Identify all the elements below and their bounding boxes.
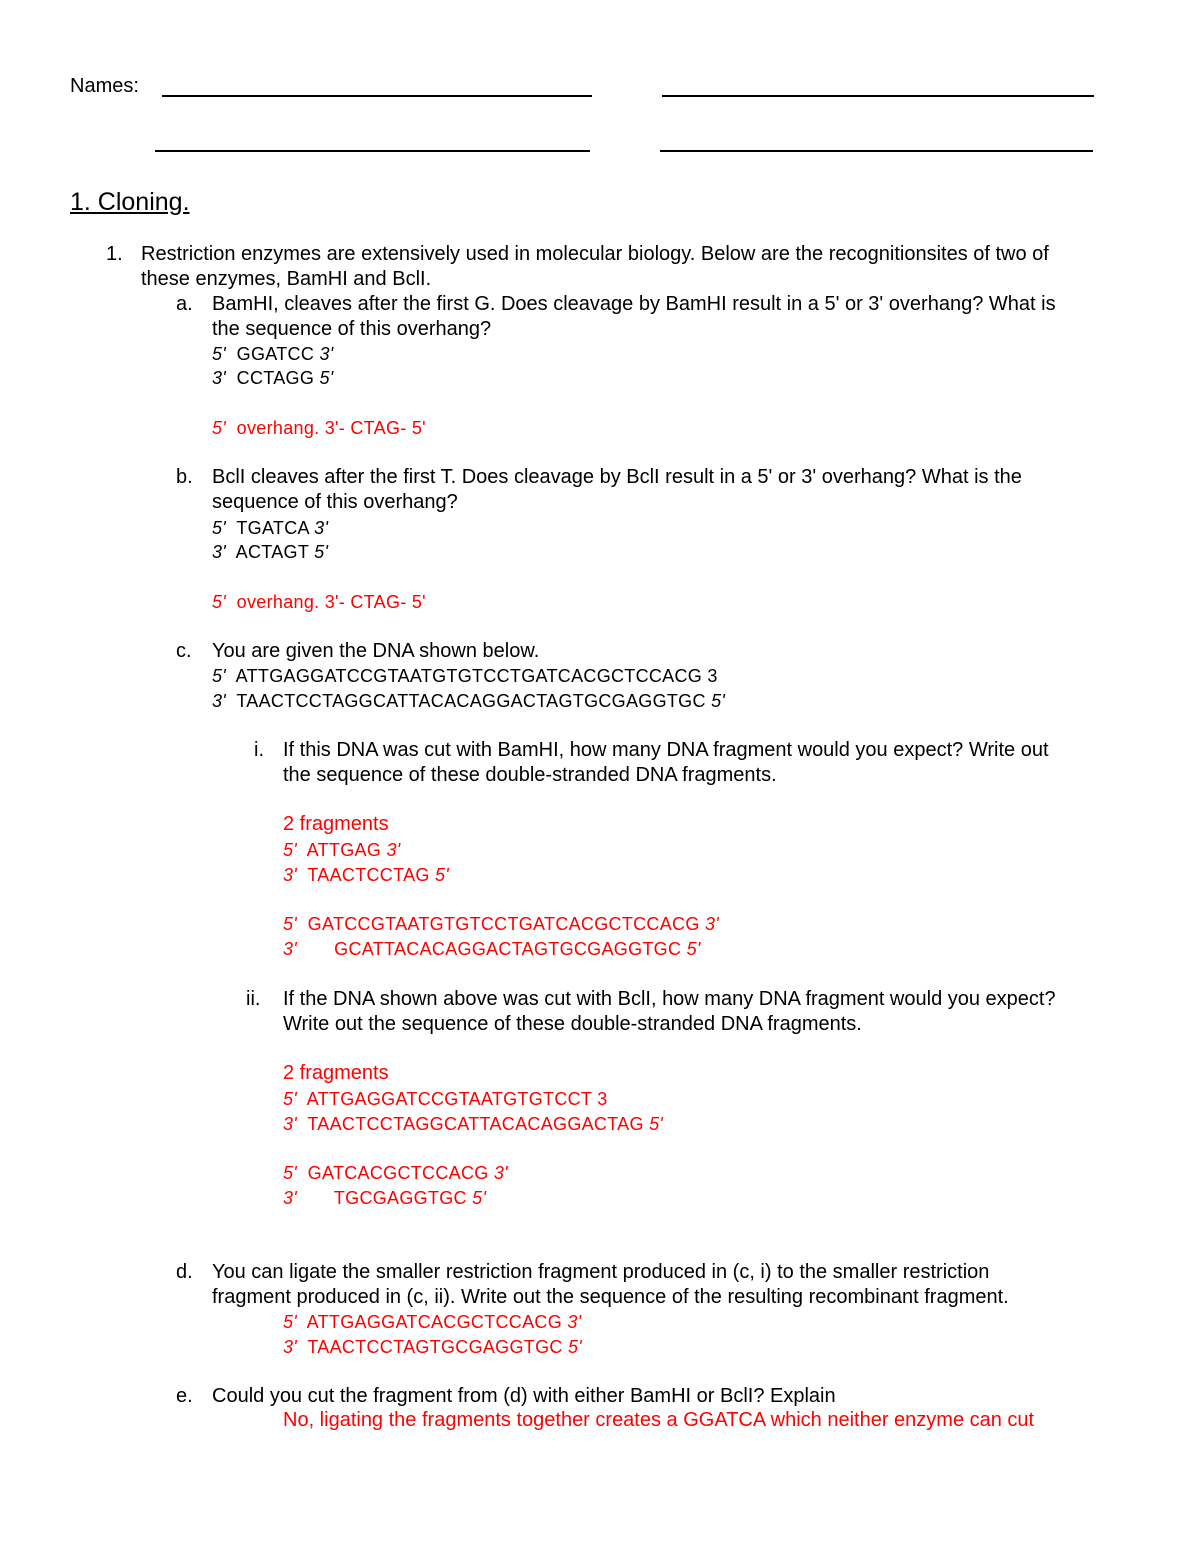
part-cii-answer-count: 2 fragments <box>283 1062 389 1084</box>
part-ci-frag1-top: 5' ATTGAG 3' <box>283 840 401 860</box>
section-heading: 1. Cloning. <box>70 188 190 216</box>
part-ci-line1: If this DNA was cut with BamHI, how many DNA fragment would you expect? Write out <box>283 739 1049 761</box>
part-a-seq-bottom: 3' CCTAGG 5' <box>212 368 334 388</box>
part-ci-line2: the sequence of these double-stranded DNA fragments. <box>283 764 777 786</box>
part-ci-answer-count: 2 fragments <box>283 813 389 835</box>
part-d-line1: You can ligate the smaller restriction fragment produced in (c, i) to the smaller restriction <box>212 1261 990 1283</box>
part-ci-numeral: i. <box>254 739 264 761</box>
question-text-line1: Restriction enzymes are extensively used in molecular biology. Below are the recognitionsites of two of <box>141 243 1049 265</box>
name-field-1[interactable] <box>162 95 592 97</box>
part-a-line1: BamHI, cleaves after the first G. Does cleavage by BamHI result in a 5' or 3' overhang? What is <box>212 293 1056 315</box>
question-number: 1. <box>106 243 123 265</box>
part-cii-frag1-bottom: 3' TAACTCCTAGGCATTACACAGGACTAG 5' <box>283 1114 664 1134</box>
part-cii-line2: Write out the sequence of these double-stranded DNA fragments. <box>283 1013 862 1035</box>
name-field-3[interactable] <box>155 150 590 152</box>
part-a-seq-top: 5' GGATCC 3' <box>212 344 334 364</box>
part-b-line2: sequence of this overhang? <box>212 491 458 513</box>
part-a-line2: the sequence of this overhang? <box>212 318 492 340</box>
part-c-seq-bottom: 3' TAACTCCTAGGCATTACACAGGACTAGTGCGAGGTGC 5' <box>212 691 726 711</box>
part-cii-frag2-top: 5' GATCACGCTCCACG 3' <box>283 1163 508 1183</box>
part-c-seq-top: 5' ATTGAGGATCCGTAATGTGTCCTGATCACGCTCCACG 3 <box>212 666 718 686</box>
part-b-seq-top: 5' TGATCA 3' <box>212 518 329 538</box>
part-e-line1: Could you cut the fragment from (d) with either BamHI or BclI? Explain <box>212 1385 836 1407</box>
part-b-letter: b. <box>176 466 193 488</box>
part-d-answer-bottom: 3' TAACTCCTAGTGCGAGGTGC 5' <box>283 1337 583 1357</box>
part-ci-frag1-bottom: 3' TAACTCCTAG 5' <box>283 865 450 885</box>
part-cii-frag2-bottom: 3' TGCGAGGTGC 5' <box>283 1188 487 1208</box>
part-d-letter: d. <box>176 1261 193 1283</box>
part-a-letter: a. <box>176 293 193 315</box>
part-cii-line1: If the DNA shown above was cut with BclI, how many DNA fragment would you expect? <box>283 988 1056 1010</box>
part-b-answer: 5' overhang. 3'- CTAG- 5' <box>212 592 426 612</box>
part-d-line2: fragment produced in (c, ii). Write out the sequence of the resulting recombinant fragment. <box>212 1286 1009 1308</box>
part-d-answer-top: 5' ATTGAGGATCACGCTCCACG 3' <box>283 1312 582 1332</box>
part-ci-frag2-top: 5' GATCCGTAATGTGTCCTGATCACGCTCCACG 3' <box>283 914 719 934</box>
part-b-seq-bottom: 3' ACTAGT 5' <box>212 542 329 562</box>
question-text-line2: these enzymes, BamHI and BclI. <box>141 268 432 290</box>
names-label: Names: <box>70 75 139 97</box>
part-c-line1: You are given the DNA shown below. <box>212 640 540 662</box>
part-cii-numeral: ii. <box>246 988 261 1010</box>
part-c-letter: c. <box>176 640 192 662</box>
name-field-4[interactable] <box>660 150 1093 152</box>
part-e-letter: e. <box>176 1385 193 1407</box>
part-ci-frag2-bottom: 3' GCATTACACAGGACTAGTGCGAGGTGC 5' <box>283 939 701 959</box>
part-a-answer: 5' overhang. 3'- CTAG- 5' <box>212 418 426 438</box>
name-field-2[interactable] <box>662 95 1094 97</box>
part-cii-frag1-top: 5' ATTGAGGATCCGTAATGTGTCCT 3 <box>283 1089 608 1109</box>
part-e-answer: No, ligating the fragments together creates a GGATCA which neither enzyme can cut <box>283 1409 1035 1431</box>
part-b-line1: BclI cleaves after the first T. Does cleavage by BclI result in a 5' or 3' overhang? What is the <box>212 466 1022 488</box>
